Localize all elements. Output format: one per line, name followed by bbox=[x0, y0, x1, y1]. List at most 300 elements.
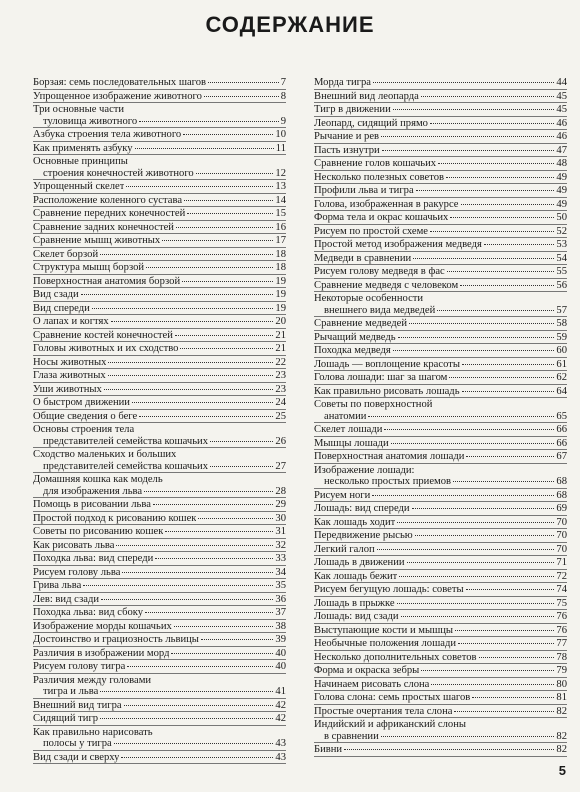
toc-entry-page: 46 bbox=[556, 131, 567, 142]
toc-entry-page: 65 bbox=[556, 410, 567, 422]
dot-leader bbox=[135, 148, 274, 149]
dot-leader bbox=[415, 535, 555, 536]
toc-entry bbox=[314, 130, 567, 144]
toc-entry-title: Советы по поверхностной bbox=[314, 399, 433, 410]
toc-entry bbox=[314, 583, 567, 597]
toc-entry-title: Сравнение медведя с человеком bbox=[314, 279, 459, 291]
toc-entry-page: 75 bbox=[556, 597, 567, 609]
toc-entry-page: 19 bbox=[275, 289, 286, 300]
toc-entry-title: Вид сзади и сверху bbox=[33, 751, 120, 763]
toc-entry-page: 47 bbox=[556, 144, 567, 156]
dot-leader bbox=[174, 626, 274, 627]
dot-leader bbox=[139, 416, 273, 417]
toc-entry-title: Простой подход к рисованию кошек bbox=[33, 512, 197, 524]
toc-entry-page: 45 bbox=[556, 90, 567, 102]
dot-leader bbox=[184, 200, 273, 201]
toc-entry-page: 12 bbox=[275, 167, 286, 179]
toc-entry-page: 36 bbox=[275, 593, 286, 605]
toc-entry-page: 18 bbox=[275, 248, 286, 260]
toc-entry bbox=[33, 674, 286, 699]
toc-entry bbox=[314, 90, 567, 104]
dot-leader bbox=[144, 491, 273, 492]
toc-entry bbox=[33, 647, 286, 661]
toc-entry bbox=[33, 579, 286, 593]
toc-entry-page: 56 bbox=[556, 279, 567, 291]
toc-entry-page: 66 bbox=[556, 437, 567, 449]
dot-leader bbox=[92, 308, 274, 309]
toc-entry bbox=[33, 751, 286, 765]
toc-entry-title: Упрощенный скелет bbox=[33, 181, 125, 192]
toc-entry bbox=[314, 171, 567, 185]
toc-entry-page: 61 bbox=[556, 358, 567, 370]
toc-entry bbox=[33, 660, 286, 674]
toc-entry bbox=[314, 198, 567, 212]
toc-entry-title: Поверхностная анатомия лошади bbox=[314, 451, 465, 462]
toc-entry-title: Несколько полезных советов bbox=[314, 171, 445, 183]
toc-entry-title: О быстром движении bbox=[33, 397, 130, 408]
dot-leader bbox=[412, 508, 555, 509]
toc-entry-title: для изображения льва bbox=[43, 485, 143, 497]
dot-leader bbox=[373, 82, 554, 83]
toc-entry bbox=[33, 302, 286, 316]
toc-entry-title: Уши животных bbox=[33, 383, 102, 395]
dot-leader bbox=[180, 348, 273, 349]
toc-entry bbox=[314, 398, 567, 423]
dot-leader bbox=[124, 705, 274, 706]
toc-entry-title: Лошадь: вид сзади bbox=[314, 611, 399, 622]
toc-entry-page: 38 bbox=[275, 620, 286, 632]
toc-entry bbox=[314, 331, 567, 345]
dot-leader bbox=[409, 323, 554, 324]
toc-entry-title: Изображение морды кошачьих bbox=[33, 620, 172, 632]
toc-entry bbox=[33, 315, 286, 329]
dot-leader bbox=[466, 589, 555, 590]
toc-entry-title: Рисуем ноги bbox=[314, 489, 371, 501]
toc-entry-title: Общие сведения о беге bbox=[33, 410, 138, 422]
toc-entry-page: 71 bbox=[556, 557, 567, 568]
toc-entry-page: 28 bbox=[275, 485, 286, 497]
toc-entry bbox=[314, 556, 567, 570]
toc-entry bbox=[33, 473, 286, 498]
toc-entry-page: 29 bbox=[275, 499, 286, 510]
toc-entry bbox=[33, 248, 286, 262]
toc-entry-page: 80 bbox=[556, 678, 567, 690]
dot-leader bbox=[462, 364, 554, 365]
dot-leader bbox=[162, 240, 273, 241]
toc-entry-page: 72 bbox=[556, 570, 567, 582]
toc-entry-page: 76 bbox=[556, 611, 567, 622]
toc-entry bbox=[33, 194, 286, 208]
toc-entry-page: 27 bbox=[275, 460, 286, 472]
dot-leader bbox=[413, 258, 554, 259]
dot-leader bbox=[391, 443, 555, 444]
toc-entry-title: несколько простых приемов bbox=[324, 476, 452, 487]
toc-entry bbox=[33, 234, 286, 248]
toc-entry-title: Сравнение костей конечностей bbox=[33, 329, 173, 341]
dot-leader bbox=[153, 504, 274, 505]
toc-entry-page: 18 bbox=[275, 262, 286, 273]
toc-entry bbox=[314, 664, 567, 678]
dot-leader bbox=[182, 281, 273, 282]
dot-leader bbox=[104, 389, 274, 390]
toc-entry-title: Выступающие кости и мышцы bbox=[314, 624, 454, 636]
toc-entry bbox=[314, 637, 567, 651]
toc-entry bbox=[314, 489, 567, 503]
toc-entry bbox=[314, 385, 567, 399]
toc-entry-page: 81 bbox=[556, 692, 567, 703]
toc-entry-title: Морда тигра bbox=[314, 77, 371, 88]
toc-entry-title: строения конечностей животного bbox=[43, 167, 194, 179]
dot-leader bbox=[210, 441, 273, 442]
dot-leader bbox=[126, 186, 273, 187]
toc-entry-title: Изображение лошади: bbox=[314, 464, 415, 476]
toc-entry-title: представителей семейства кошачьих bbox=[43, 435, 209, 447]
dot-leader bbox=[116, 545, 273, 546]
dot-leader bbox=[479, 657, 555, 658]
toc-entry bbox=[314, 317, 567, 331]
dot-leader bbox=[377, 549, 555, 550]
toc-entry bbox=[314, 691, 567, 705]
dot-leader bbox=[175, 335, 273, 336]
toc-entry-title: Рычащий медведь bbox=[314, 331, 396, 343]
toc-entry-page: 70 bbox=[556, 516, 567, 528]
dot-leader bbox=[381, 136, 554, 137]
dot-leader bbox=[146, 267, 273, 268]
toc-entry-title: Рисуем по простой схеме bbox=[314, 225, 428, 237]
toc-entry bbox=[314, 184, 567, 198]
toc-entry bbox=[314, 437, 567, 451]
toc-entry bbox=[33, 207, 286, 221]
toc-entry-page: 40 bbox=[275, 647, 286, 659]
toc-entry-page: 53 bbox=[556, 239, 567, 250]
toc-entry-title: Походка медведя bbox=[314, 345, 391, 356]
toc-entry-title: Простой метод изображения медведя bbox=[314, 239, 482, 250]
toc-entry-title: Форма и окраска зебры bbox=[314, 665, 420, 676]
toc-entry-page: 23 bbox=[275, 370, 286, 381]
toc-entry bbox=[314, 624, 567, 638]
dot-leader bbox=[421, 96, 555, 97]
toc-entry-page: 15 bbox=[275, 208, 286, 219]
dot-leader bbox=[466, 456, 554, 457]
dot-leader bbox=[122, 572, 273, 573]
toc-entry bbox=[314, 597, 567, 611]
toc-entry-page: 64 bbox=[556, 385, 567, 397]
toc-entry-page: 42 bbox=[275, 713, 286, 724]
toc-entry-page: 66 bbox=[556, 424, 567, 435]
toc-left-column bbox=[33, 76, 286, 764]
toc-entry-page: 49 bbox=[556, 171, 567, 183]
toc-entry-page: 44 bbox=[556, 77, 567, 88]
toc-entry-page: 23 bbox=[275, 383, 286, 395]
toc-entry-page: 21 bbox=[275, 329, 286, 341]
toc-entry-title: Вид сзади bbox=[33, 289, 79, 300]
toc-entry bbox=[314, 743, 567, 757]
toc-entry bbox=[314, 516, 567, 530]
toc-entry-page: 50 bbox=[556, 212, 567, 223]
dot-leader bbox=[421, 670, 554, 671]
dot-leader bbox=[431, 684, 554, 685]
toc-entry-title: туловища животного bbox=[43, 115, 138, 127]
toc-entry-page: 74 bbox=[556, 584, 567, 595]
toc-entry-title: Как рисовать льва bbox=[33, 539, 115, 551]
toc-entry-page: 42 bbox=[275, 699, 286, 711]
toc-entry-page: 70 bbox=[556, 530, 567, 541]
toc-entry-page: 20 bbox=[275, 316, 286, 327]
toc-entry bbox=[33, 498, 286, 512]
toc-entry-title: Профили льва и тигра bbox=[314, 185, 414, 196]
toc-entry-title: Сравнение медведей bbox=[314, 318, 408, 329]
dot-leader bbox=[204, 96, 279, 97]
toc-entry-title: Лошадь: вид спереди bbox=[314, 503, 410, 514]
toc-entry bbox=[33, 525, 286, 539]
toc-entry bbox=[33, 356, 286, 370]
toc-entry-page: 41 bbox=[275, 686, 286, 697]
page-title: СОДЕРЖАНИЕ bbox=[205, 12, 375, 37]
toc-entry-title: Скелет лошади bbox=[314, 424, 383, 435]
dot-leader bbox=[127, 666, 273, 667]
dot-leader bbox=[100, 718, 273, 719]
toc-entry bbox=[33, 423, 286, 448]
dot-leader bbox=[196, 173, 274, 174]
toc-entry-title: Поверхностная анатомия борзой bbox=[33, 275, 181, 287]
dot-leader bbox=[344, 749, 554, 750]
dot-leader bbox=[111, 321, 274, 322]
toc-entry bbox=[33, 103, 286, 128]
toc-entry-title: Пасть изнутри bbox=[314, 144, 380, 156]
toc-entry-title: Голова лошади: шаг за шагом bbox=[314, 372, 448, 383]
dot-leader bbox=[397, 522, 554, 523]
dot-leader bbox=[484, 244, 555, 245]
dot-leader bbox=[368, 416, 554, 417]
toc-entry-page: 16 bbox=[275, 221, 286, 233]
toc-entry bbox=[33, 396, 286, 410]
toc-entry-title: полосы у тигра bbox=[43, 738, 112, 749]
toc-entry-title: анатомии bbox=[324, 410, 367, 422]
toc-entry-title: Как правильно рисовать лошадь bbox=[314, 385, 460, 397]
toc-entry-title: Скелет борзой bbox=[33, 248, 99, 260]
toc-entry bbox=[33, 552, 286, 566]
toc-entry bbox=[314, 371, 567, 385]
dot-leader bbox=[145, 612, 273, 613]
toc-entry-title: Походка льва: вид сбоку bbox=[33, 607, 144, 618]
page-number: 5 bbox=[558, 763, 566, 778]
toc-entry-title: Лев: вид сзади bbox=[33, 593, 100, 605]
toc-entry-page: 49 bbox=[556, 198, 567, 210]
toc-entry-page: 70 bbox=[556, 543, 567, 555]
toc-entry-page: 62 bbox=[556, 372, 567, 383]
toc-entry-title: тигра и льва bbox=[43, 686, 99, 697]
toc-entry-page: 57 bbox=[556, 304, 567, 316]
toc-entry-title: Несколько дополнительных советов bbox=[314, 651, 477, 663]
toc-entry bbox=[33, 620, 286, 634]
toc-entry-page: 77 bbox=[556, 638, 567, 649]
toc-entry-title: Леопард, сидящий прямо bbox=[314, 117, 428, 129]
toc-entry bbox=[314, 651, 567, 665]
toc-entry-title: Различия между головами bbox=[33, 674, 152, 686]
toc-entry-page: 37 bbox=[275, 607, 286, 618]
dot-leader bbox=[460, 285, 554, 286]
toc-entry-title: Как лошадь бежит bbox=[314, 570, 398, 582]
toc-entry-title: Рисуем бегущую лошадь: советы bbox=[314, 584, 464, 595]
dot-leader bbox=[100, 691, 273, 692]
toc-entry-title: Структура мышц борзой bbox=[33, 262, 145, 273]
toc-entry-title: Рисуем голову льва bbox=[33, 566, 121, 578]
toc-entry-title: Сравнение голов кошачьих bbox=[314, 158, 437, 169]
toc-entry-page: 24 bbox=[275, 397, 286, 408]
toc-entry-page: 21 bbox=[275, 343, 286, 354]
dot-leader bbox=[458, 643, 554, 644]
toc-entry bbox=[314, 211, 567, 225]
toc-entry-page: 52 bbox=[556, 225, 567, 237]
toc-entry bbox=[33, 342, 286, 356]
toc-entry-title: Внешний вид леопарда bbox=[314, 90, 419, 102]
toc-entry bbox=[314, 529, 567, 543]
dot-leader bbox=[121, 757, 273, 758]
toc-entry-page: 69 bbox=[556, 503, 567, 514]
dot-leader bbox=[139, 121, 279, 122]
toc-entry-title: Бивни bbox=[314, 744, 343, 755]
toc-entry-title: представителей семейства кошачьих bbox=[43, 460, 209, 472]
toc-entry-page: 76 bbox=[556, 624, 567, 636]
toc-entry-page: 67 bbox=[556, 451, 567, 462]
toc-entry-title: в сравнении bbox=[324, 730, 379, 742]
toc-entry-title: Походка льва: вид спереди bbox=[33, 553, 154, 564]
dot-leader bbox=[398, 337, 555, 338]
toc-entry bbox=[314, 292, 567, 317]
dot-leader bbox=[108, 362, 273, 363]
toc-entry-page: 45 bbox=[556, 104, 567, 115]
toc-entry-title: Лошадь — воплощение красоты bbox=[314, 358, 460, 370]
toc-entry bbox=[314, 705, 567, 719]
toc-entry-page: 39 bbox=[275, 634, 286, 645]
toc-entry-page: 34 bbox=[275, 566, 286, 578]
dot-leader bbox=[183, 134, 273, 135]
dot-leader bbox=[453, 481, 554, 482]
toc-entry-page: 11 bbox=[275, 142, 286, 154]
dot-leader bbox=[83, 585, 273, 586]
toc-entry bbox=[33, 606, 286, 620]
toc-entry-title: Лошадь в прыжке bbox=[314, 597, 395, 609]
dot-leader bbox=[108, 375, 274, 376]
toc-entry bbox=[33, 369, 286, 383]
toc-entry-title: Помощь в рисовании льва bbox=[33, 499, 151, 510]
toc-entry-page: 14 bbox=[275, 194, 286, 206]
toc-entry bbox=[33, 142, 286, 156]
toc-entry bbox=[33, 566, 286, 580]
dot-leader bbox=[397, 603, 555, 604]
dot-leader bbox=[455, 630, 554, 631]
dot-leader bbox=[446, 177, 554, 178]
toc-entry-page: 78 bbox=[556, 651, 567, 663]
toc-entry-title: Лошадь в движении bbox=[314, 557, 405, 568]
toc-entry-title: Как применять азбуку bbox=[33, 142, 133, 154]
toc-entry-title: Внешний вид тигра bbox=[33, 699, 122, 711]
toc-entry-page: 68 bbox=[556, 476, 567, 487]
toc-entry-page: 31 bbox=[275, 526, 286, 537]
toc-entry-page: 82 bbox=[556, 744, 567, 755]
dot-leader bbox=[461, 204, 555, 205]
toc-entry-title: Сравнение мышц животных bbox=[33, 235, 161, 246]
toc-entry-title: Советы по рисованию кошек bbox=[33, 526, 164, 537]
toc-entry bbox=[314, 252, 567, 266]
dot-leader bbox=[399, 576, 554, 577]
toc-entry bbox=[314, 225, 567, 239]
toc-entry-page: 17 bbox=[275, 235, 286, 246]
toc-entry-title: О лапах и когтях bbox=[33, 316, 109, 327]
toc-entry-page: 32 bbox=[275, 539, 286, 551]
dot-leader bbox=[430, 231, 554, 232]
dot-leader bbox=[372, 495, 554, 496]
dot-leader bbox=[416, 190, 555, 191]
toc-entry bbox=[314, 238, 567, 252]
toc-entry-title: Упрощенное изображение животного bbox=[33, 90, 202, 102]
dot-leader bbox=[208, 82, 279, 83]
toc-entry-title: Тигр в движении bbox=[314, 104, 391, 115]
toc-entry bbox=[314, 157, 567, 171]
dot-leader bbox=[454, 711, 554, 712]
toc-entry-page: 55 bbox=[556, 266, 567, 277]
dot-leader bbox=[381, 736, 555, 737]
toc-entry bbox=[314, 117, 567, 131]
toc-entry-page: 60 bbox=[556, 345, 567, 356]
toc-entry-title: Легкий галоп bbox=[314, 543, 375, 555]
toc-entry-title: Начинаем рисовать слона bbox=[314, 678, 430, 690]
toc-entry-title: Азбука строения тела животного bbox=[33, 129, 182, 140]
toc-entry-page: 82 bbox=[556, 730, 567, 742]
toc-entry-title: Необычные положения лошади bbox=[314, 638, 457, 649]
toc-entry-title: внешнего вида медведей bbox=[324, 304, 436, 316]
toc-entry-title: Голова, изображенная в ракурсе bbox=[314, 198, 459, 210]
toc-entry-page: 35 bbox=[275, 580, 286, 591]
toc-entry-page: 48 bbox=[556, 158, 567, 169]
toc-entry-page: 25 bbox=[275, 410, 286, 422]
toc-entry bbox=[33, 329, 286, 343]
toc-entry-title: Сравнение передних конечностей bbox=[33, 208, 186, 219]
toc-entry bbox=[314, 423, 567, 437]
toc-entry-page: 13 bbox=[275, 181, 286, 192]
toc-entry bbox=[33, 633, 286, 647]
toc-right-column bbox=[314, 76, 567, 757]
toc-entry-title: Грива льва bbox=[33, 580, 82, 591]
toc-entry-page: 10 bbox=[275, 129, 286, 140]
toc-entry bbox=[33, 76, 286, 90]
toc-entry-title: Сходство маленьких и больших bbox=[33, 449, 177, 460]
toc-entry bbox=[33, 593, 286, 607]
dot-leader bbox=[407, 562, 555, 563]
toc-entry-title: Рычание и рев bbox=[314, 131, 380, 142]
dot-leader bbox=[210, 466, 273, 467]
dot-leader bbox=[401, 616, 555, 617]
toc-entry-title: Форма тела и окрас кошачьих bbox=[314, 212, 449, 223]
dot-leader bbox=[462, 391, 555, 392]
toc-entry-page: 22 bbox=[275, 356, 286, 368]
toc-entry bbox=[314, 344, 567, 358]
toc-entry-page: 26 bbox=[275, 435, 286, 447]
dot-leader bbox=[430, 123, 554, 124]
toc-entry-page: 54 bbox=[556, 252, 567, 264]
toc-entry-title: Голова слона: семь простых шагов bbox=[314, 692, 471, 703]
toc-entry-page: 33 bbox=[275, 553, 286, 564]
toc-entry-title: Домашняя кошка как модель bbox=[33, 474, 163, 485]
toc-entry-page: 79 bbox=[556, 665, 567, 676]
toc-entry-page: 7 bbox=[280, 77, 286, 88]
toc-entry-title: Борзая: семь последовательных шагов bbox=[33, 77, 207, 88]
toc-entry-title: Индийский и африканский слоны bbox=[314, 719, 467, 730]
toc-entry-page: 30 bbox=[275, 512, 286, 524]
toc-entry bbox=[33, 448, 286, 473]
dot-leader bbox=[449, 377, 554, 378]
toc-entry bbox=[314, 610, 567, 624]
